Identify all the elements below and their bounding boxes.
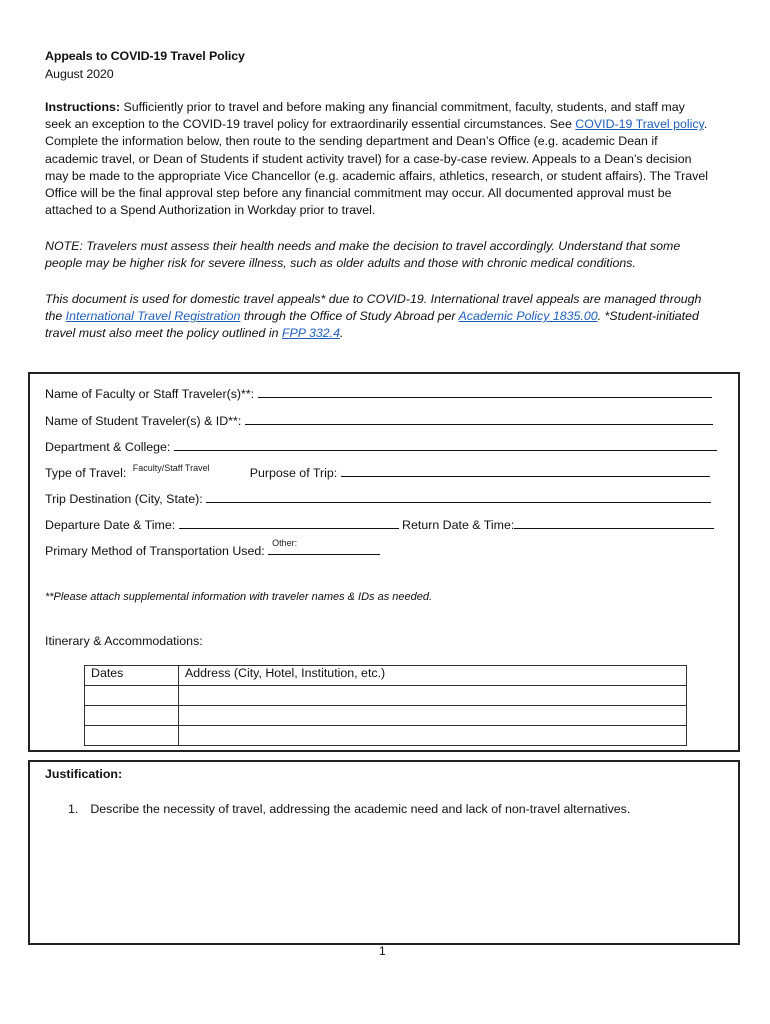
academic-policy-link[interactable]: Academic Policy 1835.00 [458, 309, 598, 324]
destination-row [45, 490, 711, 508]
table-header-dates: Dates [85, 666, 179, 686]
table-header-row [85, 666, 687, 686]
justification-box [28, 760, 740, 945]
travel-type-label: Type of Travel: [45, 466, 130, 480]
table-row [85, 686, 687, 706]
instructions-label: Instructions: [45, 100, 121, 114]
table-cell-address[interactable] [179, 706, 687, 726]
justification-item-number: 1. [68, 802, 79, 816]
table-header-address: Address (City, Hotel, Institution, etc.) [179, 666, 687, 686]
return-field[interactable] [514, 516, 714, 529]
department-row [45, 438, 717, 456]
table-row [85, 706, 687, 726]
domestic-line-3: travel must also meet the policy outlined in FPP 332.4. [45, 326, 344, 341]
dates-row [45, 516, 714, 534]
document-title: Appeals to COVID-19 Travel Policy [45, 49, 245, 63]
department-field[interactable] [174, 438, 717, 451]
destination-label: Trip Destination (City, State): [45, 492, 207, 506]
itinerary-label: Itinerary & Accommodations: [45, 634, 203, 648]
transport-label: Primary Method of Transportation Used: [45, 544, 269, 558]
note-paragraph [45, 238, 735, 272]
faculty-traveler-field[interactable] [258, 385, 712, 398]
instructions-paragraph [45, 99, 735, 219]
itinerary-table [84, 665, 687, 746]
table-cell-address[interactable] [179, 726, 687, 746]
departure-label: Departure Date & Time: [45, 518, 179, 532]
note-line-2: people may be higher risk for severe illness, such as older adults and those with chronic medical conditions. [45, 256, 636, 271]
department-label: Department & College: [45, 440, 174, 454]
page-number: 1 [379, 944, 386, 958]
destination-field[interactable] [206, 490, 711, 503]
travel-type-row [45, 464, 710, 482]
transport-value: Other: [272, 538, 298, 548]
instructions-line-6: Office will be the final approval step before any financial commitment may occur. All documented approval must be [45, 186, 672, 201]
instructions-line-4: academic travel, or Dean of Students if student activity travel) for a case-by-case review. Appeals to a Dean’s decision [45, 151, 692, 166]
instructions-line-1: Instructions: Sufficiently prior to travel and before making any financial commitment, faculty, students, and staff may [45, 100, 685, 114]
return-label: Return Date & Time: [398, 518, 515, 532]
instructions-line-7: attached to a Spend Authorization in Workday prior to travel. [45, 203, 376, 218]
justification-item-1 [68, 801, 630, 818]
transport-field[interactable] [268, 538, 380, 555]
justification-label: Justification: [45, 767, 123, 781]
student-traveler-row [45, 412, 713, 430]
transport-row [45, 538, 380, 560]
faculty-traveler-row [45, 385, 712, 403]
international-travel-registration-link[interactable]: International Travel Registration [65, 309, 241, 324]
purpose-label: Purpose of Trip: [249, 466, 341, 480]
travel-type-value: Faculty/Staff Travel [132, 463, 210, 473]
instructions-line-2: seek an exception to the COVID-19 travel policy for extraordinarily essential circumstances. See COVID-19 Travel policy. [45, 117, 708, 132]
document-date: August 2020 [45, 67, 114, 81]
departure-field[interactable] [179, 516, 399, 529]
student-traveler-label: Name of Student Traveler(s) & ID**: [45, 414, 245, 428]
supplemental-note: **Please attach supplemental information with traveler names & IDs as needed. [45, 591, 433, 603]
domestic-paragraph [45, 291, 735, 343]
table-row [85, 726, 687, 746]
justification-item-text: Describe the necessity of travel, addressing the academic need and lack of non-travel alternatives. [90, 802, 631, 816]
instructions-line-3: Complete the information below, then route to the sending department and Dean’s Office (e.g. academic Dean if [45, 134, 658, 149]
note-line-1: NOTE: Travelers must assess their health needs and make the decision to travel accordingly. Understand that some [45, 239, 681, 253]
fpp-link[interactable]: FPP 332.4 [281, 326, 341, 341]
covid-travel-policy-link[interactable]: COVID-19 Travel policy [575, 117, 704, 132]
table-cell-dates[interactable] [85, 726, 179, 746]
travel-type-field[interactable] [130, 465, 250, 477]
faculty-traveler-label: Name of Faculty or Staff Traveler(s)**: [45, 387, 258, 401]
domestic-line-2: the International Travel Registration through the Office of Study Abroad per Academic Policy 1835.00. *Student-initiated [45, 309, 699, 324]
table-cell-dates[interactable] [85, 686, 179, 706]
table-cell-dates[interactable] [85, 706, 179, 726]
table-cell-address[interactable] [179, 686, 687, 706]
instructions-line-5: may be made to the appropriate Vice Chancellor (e.g. academic affairs, athletics, research, or student affairs). The Travel [45, 168, 709, 183]
purpose-field[interactable] [341, 464, 710, 477]
student-traveler-field[interactable] [245, 412, 713, 425]
domestic-line-1: This document is used for domestic travel appeals* due to COVID-19. International travel appeals are managed through [45, 292, 702, 306]
